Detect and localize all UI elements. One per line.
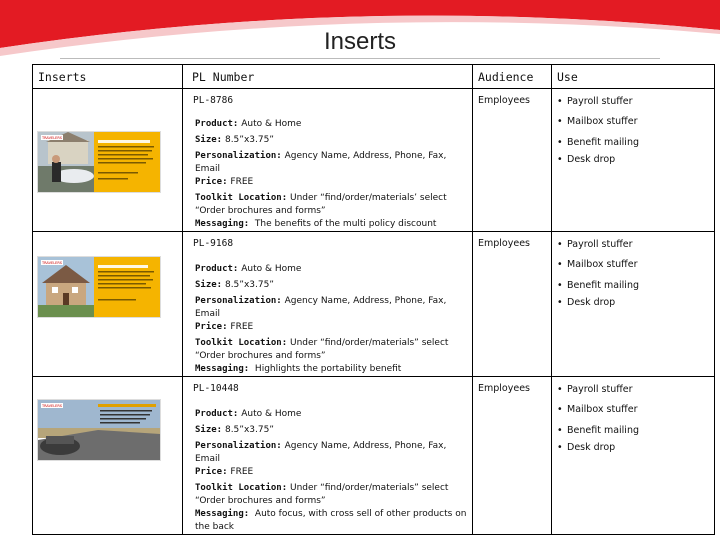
use-list	[552, 232, 715, 377]
product-label: Product:	[195, 409, 239, 419]
personalization-label: Personalization:	[195, 296, 282, 306]
messaging-label: Messaging:	[195, 219, 250, 229]
personalization-value: Agency Name, Address, Phone, Fax, Email	[195, 296, 447, 319]
personalization-label: Personalization:	[195, 441, 282, 451]
page-title: Inserts	[323, 28, 397, 55]
size-value: 8.5”x3.75”	[224, 280, 274, 290]
bullet-icon: •	[557, 137, 563, 148]
header-inserts: Inserts	[33, 65, 183, 89]
messaging-label: Messaging:	[195, 364, 250, 374]
use-item: • Benefit mailing	[557, 425, 640, 436]
table-header-row	[33, 65, 715, 89]
use-item: • Desk drop	[557, 154, 616, 165]
product-value: Auto & Home	[241, 119, 302, 129]
personalization-value: Agency Name, Address, Phone, Fax, Email	[195, 151, 447, 174]
use-item: • Mailbox stuffer	[557, 259, 638, 270]
toolkit-value: Under “find/order/materials” select “Order brochures and forms”	[195, 338, 449, 361]
toolkit-value: Under “find/order/materials’ select “Order brochures and forms”	[195, 193, 447, 216]
bullet-icon: •	[557, 442, 563, 453]
product-value: Auto & Home	[241, 409, 302, 419]
toolkit-value: Under “find/order/materials” select “Order brochures and forms”	[195, 483, 449, 506]
brochure-thumbnail-house	[37, 256, 161, 318]
insert-thumbnail-cell	[33, 89, 183, 232]
price-value: FREE	[230, 467, 254, 477]
bullet-icon: •	[557, 280, 563, 291]
svg-text:TRAVELERS: TRAVELERS	[42, 261, 63, 265]
bullet-icon: •	[557, 384, 563, 395]
table-row	[33, 377, 715, 535]
price-value: FREE	[230, 177, 254, 187]
pl-details-cell	[183, 232, 473, 377]
messaging-label: Messaging:	[195, 509, 250, 519]
header-audience: Audience	[473, 65, 552, 89]
title-divider	[60, 58, 660, 59]
use-item: • Mailbox stuffer	[557, 404, 638, 415]
bullet-icon: •	[557, 116, 563, 127]
pl-details-cell	[183, 377, 473, 535]
size-value: 8.5”x3.75”	[224, 135, 274, 145]
header-pl-number: PL Number	[183, 65, 473, 89]
price-value: FREE	[230, 322, 254, 332]
toolkit-label: Toolkit Location:	[195, 193, 288, 203]
svg-text:TRAVELERS: TRAVELERS	[42, 136, 63, 140]
size-label: Size:	[195, 135, 223, 145]
pl-details-cell	[183, 89, 473, 232]
bullet-icon: •	[557, 96, 563, 107]
table-row	[33, 89, 715, 232]
pl-number: PL-9168	[193, 238, 234, 249]
personalization-label: Personalization:	[195, 151, 282, 161]
size-value: 8.5”x3.75”	[224, 425, 274, 435]
brochure-thumbnail-road-car	[37, 399, 161, 461]
table-row	[33, 232, 715, 377]
messaging-value: The benefits of the multi policy discount	[254, 219, 437, 229]
use-item: • Payroll stuffer	[557, 384, 633, 395]
audience-cell: Employees	[473, 232, 552, 377]
bullet-icon: •	[557, 404, 563, 415]
inserts-table	[32, 64, 715, 535]
bullet-icon: •	[557, 259, 563, 270]
use-item: • Benefit mailing	[557, 280, 640, 291]
svg-text:TRAVELERS: TRAVELERS	[42, 404, 63, 408]
messaging-value: Auto focus, with cross sell of other products on the back	[195, 509, 467, 532]
brochure-thumbnail-family-car	[37, 131, 161, 193]
header-use: Use	[552, 65, 715, 89]
use-item: • Mailbox stuffer	[557, 116, 638, 127]
bullet-icon: •	[557, 425, 563, 436]
insert-thumbnail-cell	[33, 232, 183, 377]
size-label: Size:	[195, 425, 223, 435]
product-value: Auto & Home	[241, 264, 302, 274]
bullet-icon: •	[557, 154, 563, 165]
price-label: Price:	[195, 177, 228, 187]
messaging-value: Highlights the portability benefit	[254, 364, 402, 374]
audience-cell: Employees	[473, 377, 552, 535]
use-item: • Desk drop	[557, 442, 616, 453]
bullet-icon: •	[557, 239, 563, 250]
price-label: Price:	[195, 467, 228, 477]
use-item: • Benefit mailing	[557, 137, 640, 148]
pl-number: PL-8786	[193, 95, 234, 106]
use-list	[552, 89, 715, 232]
use-list	[552, 377, 715, 535]
size-label: Size:	[195, 280, 223, 290]
use-item: • Payroll stuffer	[557, 239, 633, 250]
audience-cell: Employees	[473, 89, 552, 232]
toolkit-label: Toolkit Location:	[195, 338, 288, 348]
use-item: • Desk drop	[557, 297, 616, 308]
toolkit-label: Toolkit Location:	[195, 483, 288, 493]
insert-thumbnail-cell	[33, 377, 183, 535]
product-label: Product:	[195, 119, 239, 129]
use-item: • Payroll stuffer	[557, 96, 633, 107]
bullet-icon: •	[557, 297, 563, 308]
pl-number: PL-10448	[193, 383, 239, 394]
product-label: Product:	[195, 264, 239, 274]
personalization-value: Agency Name, Address, Phone, Fax, Email	[195, 441, 447, 464]
price-label: Price:	[195, 322, 228, 332]
